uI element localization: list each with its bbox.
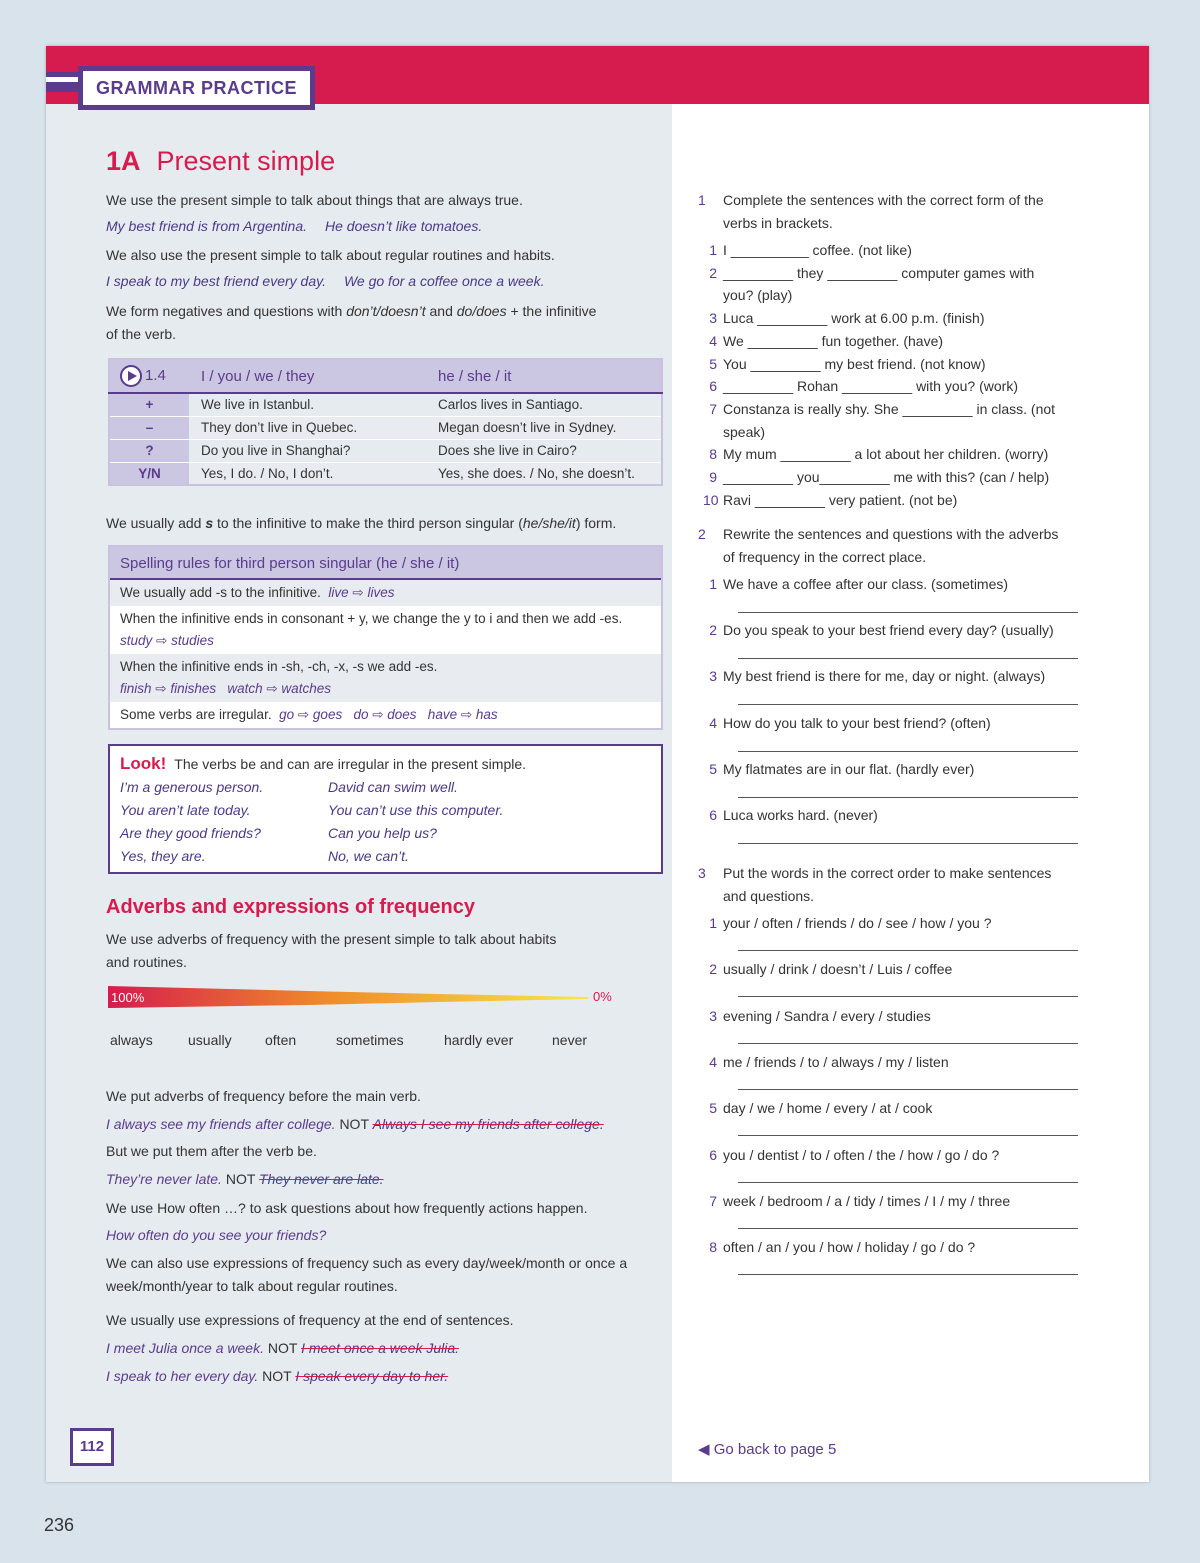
spelling-rule (110, 606, 661, 654)
example: Are they good friends? (120, 825, 261, 841)
adverbs-ex7 (106, 1365, 448, 1388)
item-text: your / often / friends / do / see / how / you ? (723, 915, 992, 931)
text: he/she/it (522, 515, 576, 531)
tab-stripe (46, 72, 82, 92)
frequency-word: sometimes (336, 1032, 404, 1048)
item-number: 7 (709, 400, 717, 417)
exercise-2-number (698, 523, 706, 546)
item-number: 9 (709, 469, 717, 485)
exercise-item (709, 262, 1103, 285)
row-key: Y/N (109, 462, 189, 485)
example: I speak to her every day. (106, 1368, 259, 1384)
example: Can you help us? (328, 825, 437, 841)
section-code: 1A (106, 146, 141, 176)
adverbs-ex6 (106, 1337, 459, 1360)
audio-cell (109, 359, 189, 393)
item-text: you / dentist / to / often / the / how / go / do ? (723, 1146, 1000, 1163)
frequency-word: never (552, 1032, 588, 1048)
spelling-rule (110, 702, 661, 728)
cell: Yes, I do. / No, I don’t. (189, 462, 426, 485)
item-text: My mum _________ a lot about her children. (worry) (723, 446, 1049, 463)
adverbs-ex2 (106, 1113, 604, 1136)
text: and (425, 303, 457, 319)
exercise-item (709, 307, 1103, 330)
exercise-item (709, 1051, 1103, 1074)
exercise-1-instructions (723, 189, 1044, 235)
item-number: 1 (709, 915, 717, 931)
rule-text: When the infinitive ends in -sh, -ch, -x, -s we add -es. (120, 659, 438, 674)
item-number: 3 (709, 668, 717, 685)
column-header: he / she / it (426, 359, 662, 393)
item-text: We have a coffee after our class. (sometimes) (723, 576, 1009, 592)
table-row (109, 393, 662, 416)
table-row (109, 439, 662, 462)
answer-line[interactable] (738, 1089, 1078, 1090)
frequency-word: often (265, 1032, 297, 1048)
rule-text: When the infinitive ends in consonant + y, we change the y to i and then we add -es. (120, 611, 623, 626)
example: I meet Julia once a week. (106, 1340, 264, 1356)
item-number: 2 (709, 961, 717, 978)
spelling-rule (110, 580, 661, 606)
example: Yes, they are. (120, 848, 206, 864)
example: You can’t use this computer. (328, 802, 504, 818)
example: They’re never late. (106, 1171, 222, 1187)
cell: Megan doesn’t live in Sydney. (426, 416, 662, 439)
item-number: 1 (709, 576, 717, 592)
text: week/month/year to talk about regular routines. (106, 1278, 398, 1294)
exercise-item (723, 421, 1103, 444)
exercise-item (709, 398, 1103, 421)
item-text: _________ you_________ me with this? (can / help) (723, 469, 1050, 485)
section-title (106, 146, 335, 177)
example: I always see my friends after college. (106, 1116, 336, 1132)
text: We can also use expressions of frequency such as every day/week/month or once a (106, 1255, 628, 1271)
item-text: speak) (723, 423, 766, 440)
row-key: + (109, 393, 189, 416)
section-name: Present simple (156, 146, 336, 176)
adverbs-p6: We usually use expressions of frequency at the end of sentences. (106, 1312, 514, 1328)
item-text: How do you talk to your best friend? (often) (723, 714, 991, 731)
text: of frequency in the correct place. (723, 549, 927, 565)
exercise-item (709, 1190, 1103, 1213)
look-title: Look! (120, 754, 167, 773)
exercise-item (723, 284, 1103, 307)
item-number: 8 (709, 446, 717, 463)
text: We usually add (106, 515, 206, 531)
item-text: Luca _________ work at 6.00 p.m. (finish) (723, 310, 985, 327)
item-number: 2 (709, 264, 717, 281)
exercise-item (709, 912, 1103, 935)
answer-line[interactable] (738, 658, 1078, 659)
intro-p3 (106, 300, 646, 346)
answer-line[interactable] (738, 1274, 1078, 1275)
example: I speak to my best friend every day. (106, 273, 326, 289)
item-text: My flatmates are in our flat. (hardly ever) (723, 760, 975, 777)
audio-track: 1.4 (145, 366, 166, 384)
text: of the verb. (106, 326, 177, 342)
exercise-item (709, 665, 1103, 688)
text: + the infinitive (506, 303, 597, 319)
row-key: – (109, 416, 189, 439)
look-box (108, 744, 663, 874)
look-text: The verbs be and can are irregular in the present simple. (174, 756, 527, 772)
item-number: 4 (709, 332, 717, 349)
example: David can swim well. (328, 779, 458, 795)
item-text: usually / drink / doesn’t / Luis / coffee (723, 961, 953, 978)
exercise-item (709, 353, 1103, 376)
item-number: 2 (709, 622, 717, 639)
adverbs-p4: We use How often …? to ask questions about how frequently actions happen. (106, 1200, 588, 1216)
example: No, we can’t. (328, 848, 409, 864)
item-text: _________ they _________ computer games with (723, 264, 1035, 281)
text: and routines. (106, 954, 187, 970)
text: Complete the sentences with the correct form of the (723, 192, 1044, 208)
item-number: 6 (709, 1146, 717, 1163)
wrong-example: Always I see my friends after college. (372, 1116, 604, 1132)
example: He doesn’t like tomatoes. (325, 218, 483, 234)
exercise-item (709, 466, 1103, 489)
answer-line[interactable] (738, 950, 1078, 951)
exercise-item (709, 375, 1103, 398)
go-back-text: Go back to page 5 (713, 1441, 837, 1458)
exercise-item (709, 1005, 1103, 1028)
grammar-practice-label: GRAMMAR PRACTICE (83, 71, 310, 105)
page-box: 112 (70, 1428, 114, 1466)
answer-line[interactable] (738, 1043, 1078, 1044)
rule-example: finish ⇨ finishes watch ⇨ watches (120, 681, 331, 696)
bar-right-label: 0% (593, 989, 612, 1004)
adverbs-p1 (106, 928, 556, 974)
exercise-item (709, 1144, 1103, 1167)
item-number: 3 (709, 310, 717, 327)
adverbs-p3: But we put them after the verb be. (106, 1143, 317, 1159)
intro-examples-2 (106, 273, 562, 289)
item-number: 4 (709, 1053, 717, 1070)
wrong-example: They never are late. (259, 1171, 384, 1187)
text: Rewrite the sentences and questions with the adverbs (723, 526, 1059, 542)
exercise-number: 2 (698, 526, 706, 542)
item-number: 10 (703, 491, 719, 508)
adverbs-p5 (106, 1252, 666, 1298)
answer-line[interactable] (738, 704, 1078, 705)
intro-p1: We use the present simple to talk about things that are always true. (106, 192, 523, 208)
text: do/does (456, 303, 507, 319)
third-person-note (106, 512, 616, 535)
page-number: 236 (44, 1515, 75, 1535)
adverbs-title: Adverbs and expressions of frequency (106, 896, 476, 918)
not-label: NOT (339, 1116, 369, 1132)
intro-p2: We also use the present simple to talk about regular routines and habits. (106, 247, 555, 263)
exercise-item (709, 1097, 1103, 1120)
go-back-link[interactable]: ◀ Go back to page 5 (698, 1441, 837, 1458)
item-text: Constanza is really shy. She _________ in class. (not (723, 400, 1056, 417)
answer-line[interactable] (738, 1135, 1078, 1136)
cell: Do you live in Shanghai? (189, 439, 426, 462)
play-icon[interactable] (120, 365, 142, 387)
answer-line[interactable] (738, 1182, 1078, 1183)
item-number: 8 (709, 1239, 717, 1256)
item-number: 6 (709, 378, 717, 395)
item-number: 1 (709, 242, 717, 258)
item-text: week / bedroom / a / tidy / times / I / my / three (723, 1192, 1011, 1209)
table-row (109, 462, 662, 485)
answer-line[interactable] (738, 751, 1078, 752)
exercise-item (709, 573, 1103, 596)
cell: Yes, she does. / No, she doesn’t. (426, 462, 662, 485)
row-key: ? (109, 439, 189, 462)
exercise-item (709, 804, 1103, 827)
spelling-rule (110, 654, 661, 702)
item-text: My best friend is there for me, day or night. (always) (723, 668, 1046, 685)
item-text: Ravi _________ very patient. (not be) (723, 491, 958, 508)
exercise-item (709, 619, 1103, 642)
item-number: 3 (709, 1007, 717, 1024)
table-row (109, 416, 662, 439)
answer-line[interactable] (738, 612, 1078, 613)
page-sheet (46, 46, 1149, 1482)
adverbs-ex4 (106, 1224, 326, 1247)
text: We form negatives and questions with (106, 303, 347, 319)
item-number: 7 (709, 1192, 717, 1209)
exercise-item (709, 443, 1103, 466)
item-number: 5 (709, 355, 717, 372)
item-text: I __________ coffee. (not like) (723, 242, 912, 258)
text: ) form. (575, 515, 617, 531)
example: I’m a generous person. (120, 779, 264, 795)
frequency-word: hardly ever (444, 1032, 514, 1048)
frequency-wedge (108, 986, 588, 1008)
cell: Does she live in Cairo? (426, 439, 662, 462)
spelling-title: Spelling rules for third person singular (he / she / it) (110, 547, 661, 580)
wrong-example: I speak every day to her. (295, 1368, 449, 1384)
item-text: often / an / you / how / holiday / go / do ? (723, 1239, 976, 1256)
text: s (205, 515, 214, 531)
item-text: day / we / home / every / at / cook (723, 1100, 933, 1117)
frequency-word: always (110, 1032, 153, 1048)
item-text: We _________ fun together. (have) (723, 332, 944, 349)
exercise-item (709, 330, 1103, 353)
exercise-3-instructions (723, 862, 1051, 908)
item-number: 5 (709, 1100, 717, 1117)
cell: We live in Istanbul. (189, 393, 426, 416)
text: don’t/doesn’t (346, 303, 426, 319)
exercise-3-number (698, 862, 706, 885)
not-label: NOT (262, 1368, 292, 1384)
frequency-word: usually (188, 1032, 232, 1048)
rule-example: go ⇨ goes do ⇨ does have ⇨ has (279, 707, 498, 722)
spelling-rules-box (108, 545, 663, 730)
grammar-table (108, 358, 663, 486)
text: to the infinitive to make the third person singular ( (213, 515, 523, 531)
item-number: 5 (709, 760, 717, 777)
rule-text: Some verbs are irregular. (120, 707, 272, 722)
exercise-item (703, 489, 1103, 512)
cell: Carlos lives in Santiago. (426, 393, 662, 416)
adverbs-ex3 (106, 1168, 384, 1191)
rule-example: live ⇨ lives (328, 585, 395, 600)
exercise-item (709, 239, 1103, 262)
cell: They don’t live in Quebec. (189, 416, 426, 439)
answer-line[interactable] (738, 996, 1078, 997)
text: We use adverbs of frequency with the present simple to talk about habits (106, 931, 557, 947)
rule-example: study ⇨ studies (120, 633, 214, 648)
intro-examples-1 (106, 218, 500, 234)
exercise-number: 1 (698, 192, 706, 208)
exercise-item (709, 712, 1103, 735)
grammar-practice-tab (78, 66, 315, 110)
exercise-1-number (698, 189, 706, 212)
item-number: 6 (709, 807, 717, 823)
exercise-number: 3 (698, 865, 706, 881)
adverbs-p2: We put adverbs of frequency before the main verb. (106, 1088, 421, 1104)
frequency-bar (108, 986, 612, 1008)
bar-left-label: 100% (111, 990, 145, 1005)
exercise-item (709, 958, 1103, 981)
item-text: _________ Rohan _________ with you? (work) (723, 378, 1018, 395)
look-examples (120, 776, 651, 868)
exercise-item (709, 1236, 1103, 1259)
answer-line[interactable] (738, 797, 1078, 798)
item-text: evening / Sandra / every / studies (723, 1007, 931, 1024)
column-header: I / you / we / they (189, 359, 426, 393)
item-text: You _________ my best friend. (not know) (723, 355, 986, 372)
text: verbs in brackets. (723, 215, 833, 231)
answer-line[interactable] (738, 1228, 1078, 1229)
text: and questions. (723, 888, 815, 904)
text: Put the words in the correct order to make sentences (723, 865, 1052, 881)
item-text: Luca works hard. (never) (723, 807, 878, 823)
wrong-example: I meet once a week Julia. (301, 1340, 460, 1356)
tab-stripe-white (46, 77, 82, 82)
not-label: NOT (267, 1340, 298, 1356)
rule-text: We usually add -s to the infinitive. (120, 585, 321, 600)
example: How often do you see your friends? (106, 1227, 327, 1243)
item-text: Do you speak to your best friend every day? (usually) (723, 622, 1054, 639)
item-number: 4 (709, 714, 717, 731)
example: You aren’t late today. (120, 802, 251, 818)
not-label: NOT (225, 1171, 256, 1187)
example: We go for a coffee once a week. (343, 273, 545, 289)
item-text: me / friends / to / always / my / listen (723, 1053, 949, 1070)
look-header (120, 752, 651, 776)
exercise-2-instructions (723, 523, 1058, 569)
example: My best friend is from Argentina. (106, 218, 308, 234)
answer-line[interactable] (738, 843, 1078, 844)
item-text: you? (play) (723, 287, 793, 304)
exercise-item (709, 758, 1103, 781)
